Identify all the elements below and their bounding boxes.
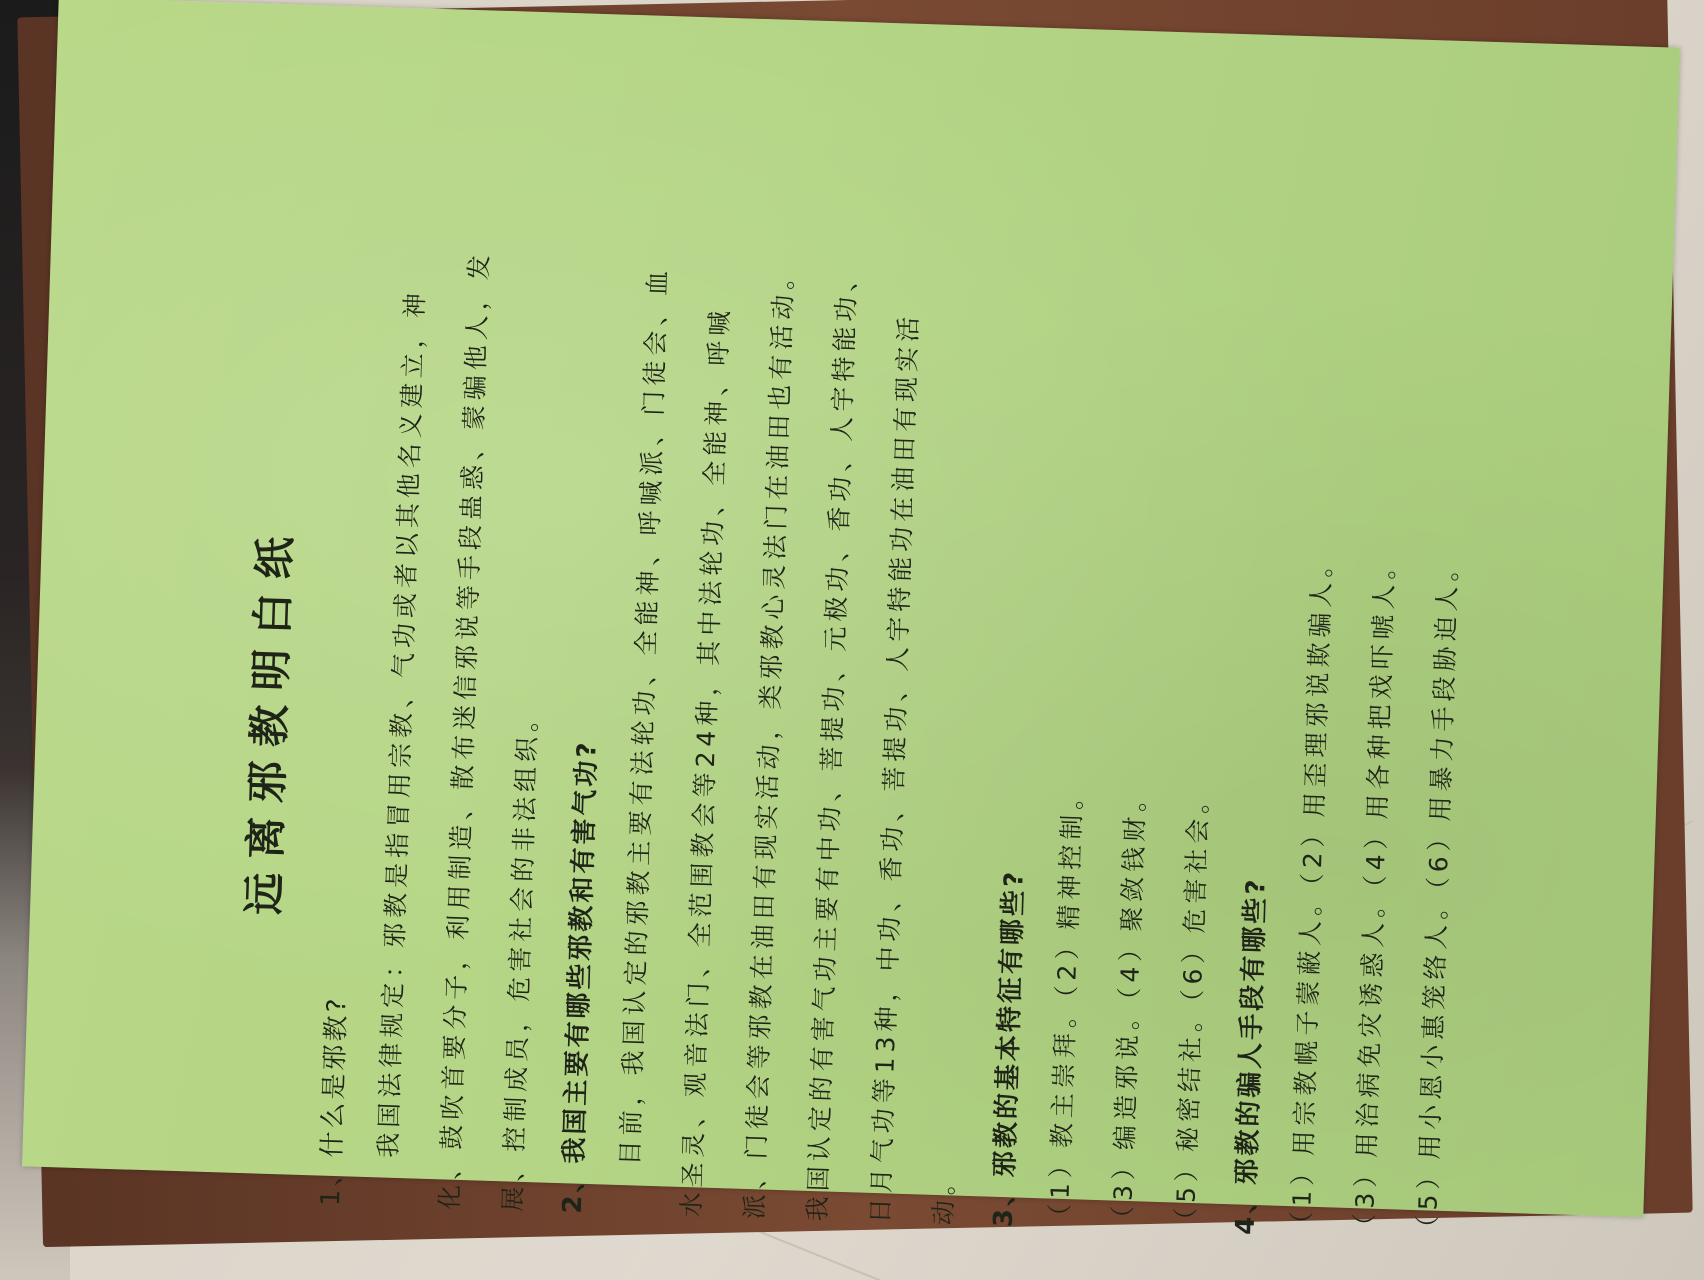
section-1-paragraph: 我国法律规定：邪教是指冒用宗教、气功或者以其他名义建立，神化、鼓吹首要分子，利用制造、散布迷信邪说等手段蛊惑、蒙骗他人，发展、控制成员，危害社会的非法组织。 (373, 249, 543, 1213)
leaflet-content (174, 202, 1537, 1280)
section-3-heading: 3、邪教的基本特征有哪些? (988, 868, 1030, 1228)
section-3-item: （3）编造邪说。（4）聚敛钱财。 (1107, 781, 1151, 1232)
green-leaflet (22, 0, 1680, 1241)
section-4-item: （3）用治病免灾诱惑人。（4）用各种把戏吓唬人。 (1349, 548, 1401, 1239)
section-1-heading: 1、什么是邪教? (315, 995, 353, 1207)
leaflet-title: 远离邪教明白纸 (239, 522, 301, 916)
section-3-item: （5）秘密结社。（6）危害社会。 (1170, 783, 1214, 1234)
section-4-item: （5）用小恩小惠笼络人。（6）用暴力手段胁迫人。 (1412, 550, 1464, 1241)
section-2-heading: 2、我国主要有哪些邪教和有害气功? (557, 739, 603, 1215)
section-2-paragraph: 目前，我国认定的邪教主要有法轮功、全能神、呼喊派、门徒会、血水圣灵、观音法门、全范围教会等24种，其中法轮功、全能神、呼喊派、门徒会等邪教在油田有现实活动，类邪教心灵法门在油田也有活动。我国认定的有害气功主要有中功、菩提功、元极功、香功、人宇特能功、日月气功等13种，中功、香功、菩提功、人宇特能功在油田有现实活动。 (615, 259, 960, 1226)
section-4-item: （1）用宗教幌子蒙蔽人。（2）用歪理邪说欺骗人。 (1286, 547, 1338, 1237)
section-4-heading: 4、邪教的骗人手段有哪些? (1230, 876, 1272, 1236)
section-3-item: （1）教主崇拜。（2）精神控制。 (1044, 779, 1088, 1230)
